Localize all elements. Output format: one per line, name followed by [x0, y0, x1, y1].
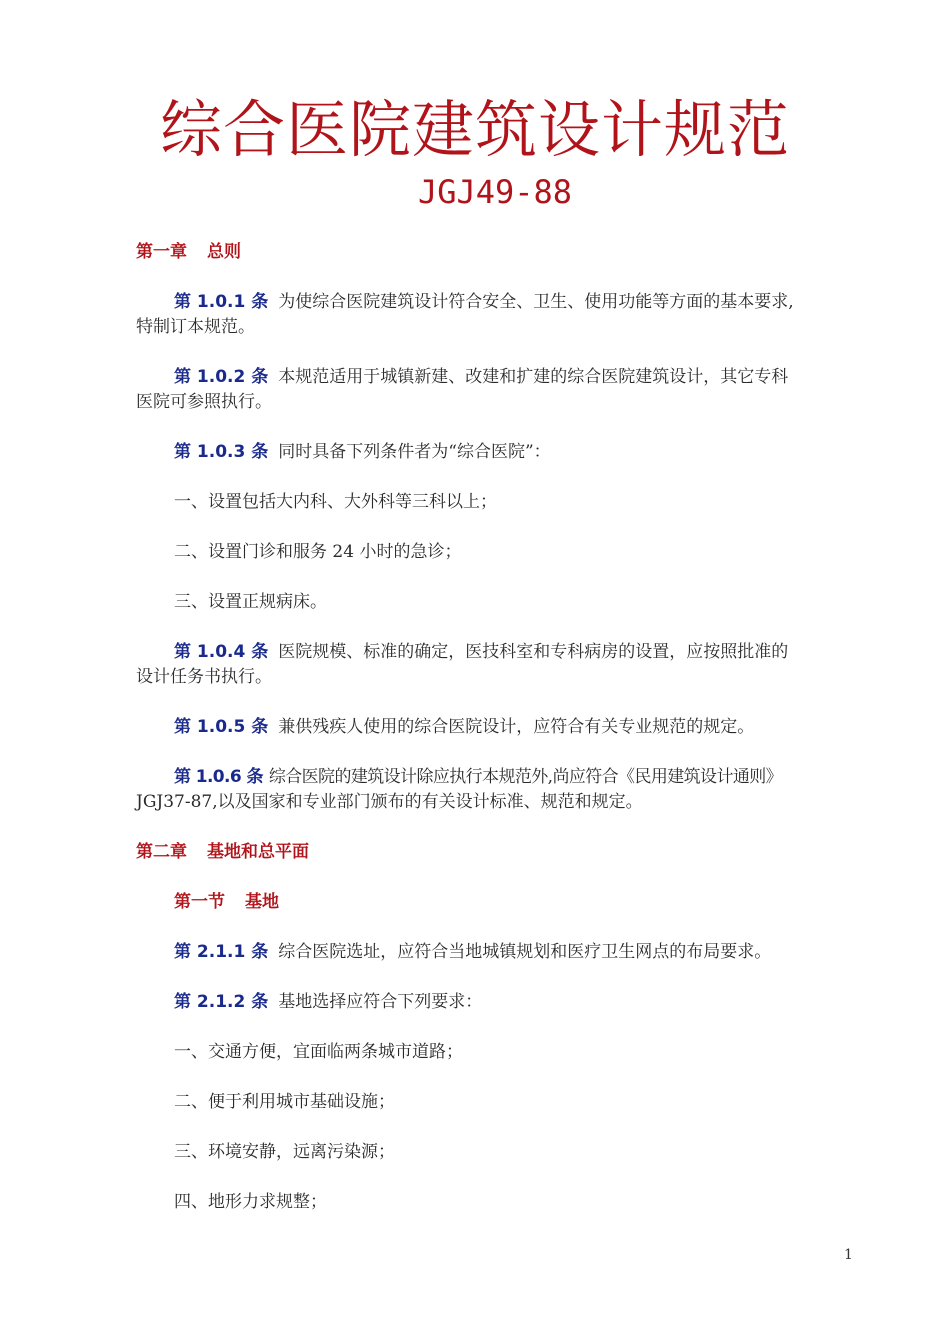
chapter-name: 总则 [207, 242, 241, 262]
list-item: 四、地形力求规整； [174, 1192, 327, 1212]
article-text: 为使综合医院建筑设计符合安全、卫生、使用功能等方面的基本要求, [278, 292, 794, 312]
article-number: 第 1.0.4 条 [174, 642, 269, 662]
standard-code: JGJ49-88 [417, 173, 573, 211]
chapter-name: 基地和总平面 [207, 842, 309, 862]
article-text-continued: JGJ37-87,以及国家和专业部门颁布的有关设计标准、规范和规定。 [136, 792, 643, 812]
article-number: 第 1.0.2 条 [174, 367, 269, 387]
article-number: 第 1.0.6 条 [174, 767, 263, 787]
section-number: 第一节 [174, 892, 225, 912]
document-title: 综合医院建筑设计规范 [159, 93, 790, 166]
article-2-1-1 [174, 940, 771, 965]
article-1-0-3 [174, 440, 551, 465]
article-text: 医院规模、标准的确定，医技科室和专科病房的设置，应按照批准的 [278, 642, 789, 662]
article-text-continued: 设计任务书执行。 [136, 667, 272, 687]
article-1-0-5 [174, 715, 754, 740]
article-text: 基地选择应符合下列要求： [278, 992, 483, 1012]
article-text: 综合医院选址，应符合当地城镇规划和医疗卫生网点的布局要求。 [278, 942, 772, 962]
article-1-0-2 [174, 365, 788, 390]
article-number: 第 1.0.5 条 [174, 717, 269, 737]
chapter-number: 第一章 [136, 242, 187, 262]
chapter-heading [136, 240, 241, 265]
article-1-0-6 [174, 765, 782, 790]
list-item: 三、设置正规病床。 [174, 592, 327, 612]
article-1-0-4 [174, 640, 788, 665]
section-heading [174, 890, 279, 915]
list-item: 二、便于利用城市基础设施； [174, 1092, 395, 1112]
list-item: 二、设置门诊和服务 24 小时的急诊； [174, 542, 462, 562]
article-1-0-1 [174, 290, 794, 315]
article-number: 第 1.0.1 条 [174, 292, 269, 312]
list-item: 一、交通方便，宜面临两条城市道路； [174, 1042, 463, 1062]
article-text-continued: 特制订本规范。 [136, 317, 255, 337]
article-text: 同时具备下列条件者为“综合医院”： [278, 442, 551, 462]
page-number: 1 [844, 1247, 853, 1263]
list-item: 三、环境安静，远离污染源； [174, 1142, 395, 1162]
section-name: 基地 [245, 892, 279, 912]
article-2-1-2 [174, 990, 482, 1015]
chapter-heading [136, 840, 309, 865]
article-number: 第 1.0.3 条 [174, 442, 269, 462]
article-number: 第 2.1.2 条 [174, 992, 269, 1012]
article-text: 本规范适用于城镇新建、改建和扩建的综合医院建筑设计，其它专科 [278, 367, 789, 387]
article-number: 第 2.1.1 条 [174, 942, 269, 962]
article-text: 兼供残疾人使用的综合医院设计，应符合有关专业规范的规定。 [278, 717, 755, 737]
article-text-continued: 医院可参照执行。 [136, 392, 272, 412]
list-item: 一、设置包括大内科、大外科等三科以上； [174, 492, 497, 512]
article-text: 综合医院的建筑设计除应执行本规范外,尚应符合《民用建筑设计通则》 [268, 767, 783, 787]
chapter-number: 第二章 [136, 842, 187, 862]
